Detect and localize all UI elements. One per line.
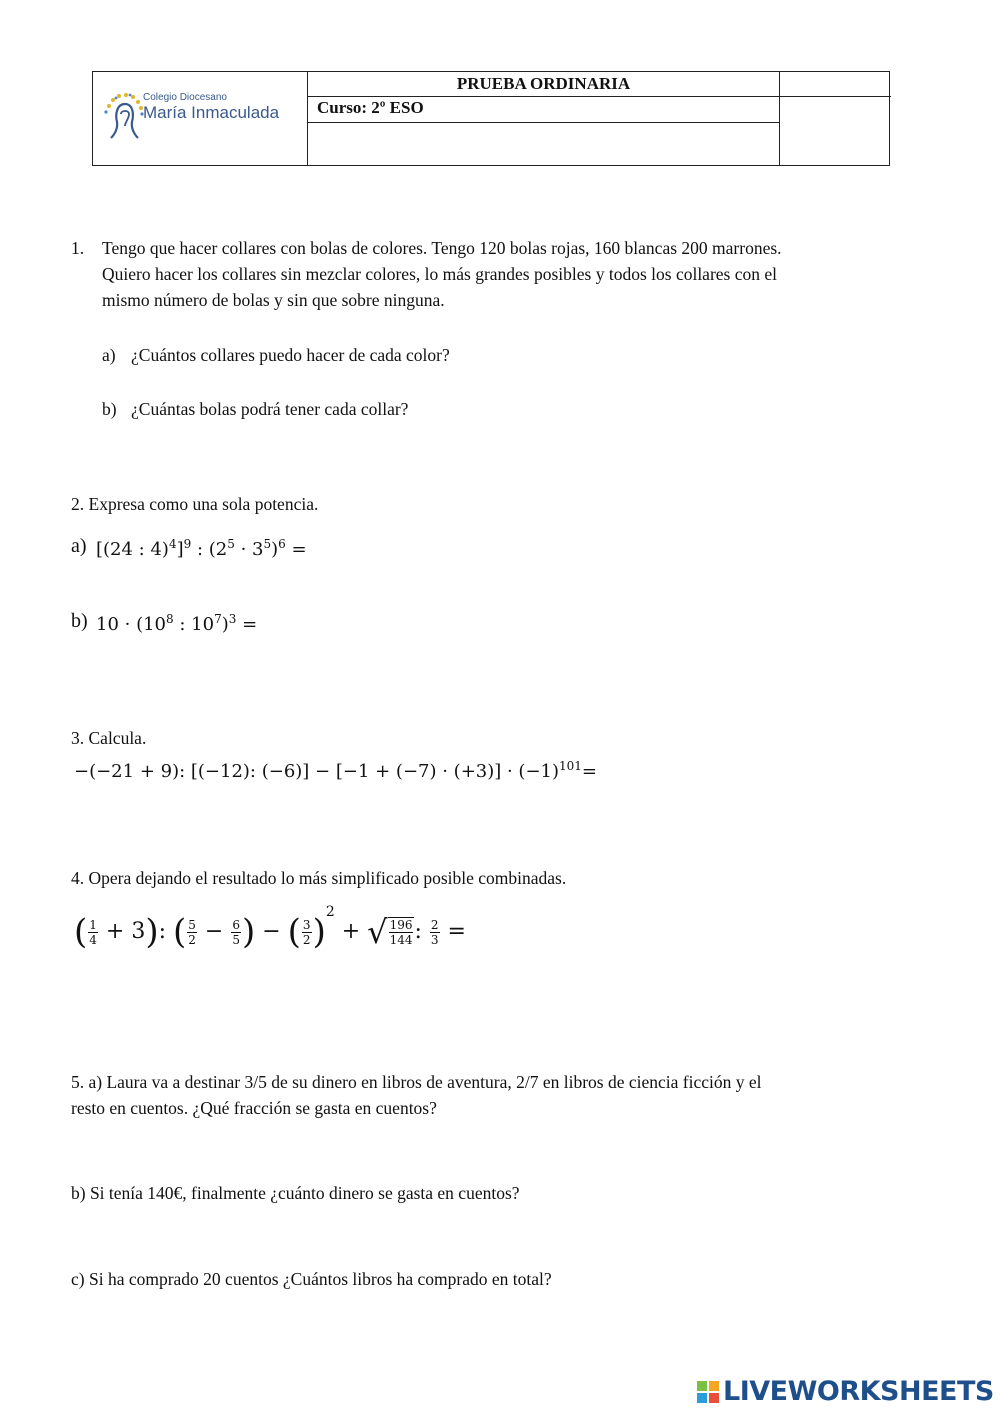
q5a-line: 5. a) Laura va a destinar 3/5 de su dinero en libros de aventura, 2/7 en libros de ciencia ficción y el xyxy=(71,1072,762,1092)
q5a-text xyxy=(71,1069,901,1121)
q2a-label: a) xyxy=(71,535,87,557)
q2b-expression: $10 \cdot (10^8$ : $10^7)^3$ = xyxy=(96,612,258,635)
q2b-label: b) xyxy=(71,610,88,632)
header-divider xyxy=(779,72,780,165)
q1-line: Quiero hacer los collares sin mezclar colores, lo más grandes posibles y todos los collares con el xyxy=(102,264,778,284)
virgin-mary-icon xyxy=(101,92,147,142)
q1a-text: ¿Cuántos collares puedo hacer de cada color? xyxy=(131,345,450,365)
liveworksheets-logo-icon xyxy=(697,1381,719,1403)
exam-title: PRUEBA ORDINARIA xyxy=(456,74,631,93)
header-table xyxy=(92,71,890,166)
course-label: Curso: 2º ESO xyxy=(317,98,424,117)
q5a-line: resto en cuentos. ¿Qué fracción se gasta en cuentos? xyxy=(71,1098,437,1118)
school-name: María Inmaculada xyxy=(143,103,280,122)
q1-number: 1. xyxy=(71,238,85,258)
liveworksheets-brand: LIVEWORKSHEETS xyxy=(723,1376,994,1407)
q1-line: Tengo que hacer collares con bolas de colores. Tengo 120 bolas rojas, 160 blancas 200 marrones. xyxy=(102,238,782,258)
q4-title: 4. Opera dejando el resultado lo más simplificado posible combinadas. xyxy=(71,868,567,888)
q3-title: 3. Calcula. xyxy=(71,728,147,748)
q4-expression: ( $\frac{1}{4}$ + 3): ( $\frac{5}{2}$ − $\frac{6}{5}$ ) − ( $\frac{3}{2}$ )$^2$ + √ $\frac{196}{144}$ : $\frac{2}{3}$ = xyxy=(74,904,466,952)
q1-text xyxy=(102,235,902,313)
q5c-text: c) Si ha comprado 20 cuentos ¿Cuántos libros ha comprado en total? xyxy=(71,1269,552,1289)
q1a-label: a) xyxy=(102,345,116,365)
q2a-expression: [(24 : 4)$^4$]$^9$ : $(2^5 \cdot 3^5)^6$ = xyxy=(96,537,307,560)
q2-title: 2. Expresa como una sola potencia. xyxy=(71,494,319,514)
q1b-label: b) xyxy=(102,399,117,419)
q1b-text: ¿Cuántas bolas podrá tener cada collar? xyxy=(131,399,409,419)
header-divider xyxy=(307,122,779,123)
q1-line: mismo número de bolas y sin que sobre ninguna. xyxy=(102,290,445,310)
header-divider xyxy=(307,96,891,97)
school-name-small: Colegio Diocesano xyxy=(143,92,227,103)
q5b-text: b) Si tenía 140€, finalmente ¿cuánto dinero se gasta en cuentos? xyxy=(71,1183,520,1203)
q3-expression: −(−21 + 9): [(−12): $(-6)] - [-1 + (-7) \cdot (+3)] \cdot (-1)^{101}=$ xyxy=(74,759,598,782)
